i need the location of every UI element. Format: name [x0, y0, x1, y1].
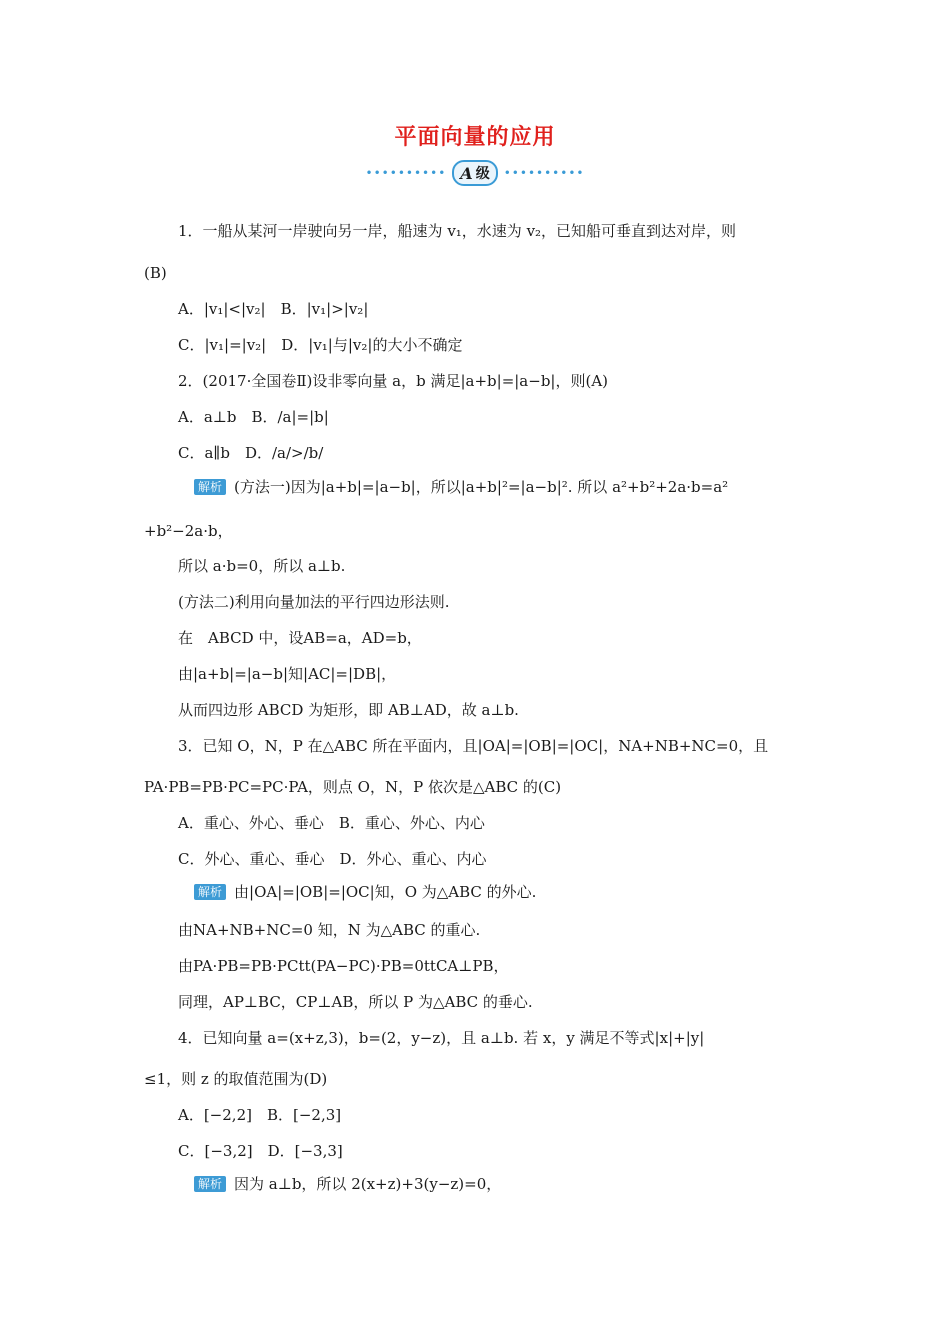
q3-stem: 3．已知 O，N，P 在△ABC 所在平面内，且|OA|=|OB|=|OC|，NA+NB+NC=0，且 [178, 737, 769, 755]
q3-analysis-text: 由|OA|=|OB|=|OC|知，O 为△ABC 的外心. [234, 883, 537, 901]
q4-stem: 4．已知向量 a=(x+z,3)，b=(2，y−z)，且 a⊥b. 若 x，y 满足不等式|x|+|y| [178, 1029, 705, 1047]
level-text: 级 [475, 166, 490, 182]
q3-stem-cont: PA·PB=PB·PC=PC·PA，则点 O，N，P 依次是△ABC 的(C) [144, 778, 562, 796]
q2-rectangle: 从而四边形 ABCD 为矩形，即 AB⊥AD，故 a⊥b. [178, 701, 519, 719]
q2-analysis-text: (方法一)因为|a+b|=|a−b|，所以|a+b|²=|a−b|². 所以 a²+b²+2a·b=a² [234, 478, 729, 496]
analysis-badge: 解析 [194, 1176, 226, 1192]
q2-diagonals: 由|a+b|=|a−b|知|AC|=|DB|， [178, 665, 397, 683]
q3-analysis-line [194, 882, 536, 902]
q2-stem: 2．(2017·全国卷Ⅱ)设非零向量 a，b 满足|a+b|=|a−b|，则(A) [178, 372, 609, 390]
q2-analysis-line [194, 477, 728, 497]
q4-stem-cont: ≤1，则 z 的取值范围为(D) [144, 1070, 328, 1088]
q2-parallelogram: 在 ABCD 中，设AB=a，AD=b， [178, 629, 422, 647]
q1-answer: (B) [144, 264, 167, 282]
q3-options-ab: A．重心、外心、垂心 B．重心、外心、内心 [178, 814, 485, 832]
q3-options-cd: C．外心、重心、垂心 D．外心、重心、内心 [178, 850, 487, 868]
q3-orthocenter: 同理，AP⊥BC，CP⊥AB，所以 P 为△ABC 的垂心. [178, 993, 533, 1011]
left-dotted-line: •••••••••• [365, 166, 447, 180]
q4-analysis-line [194, 1174, 501, 1194]
q3-centroid: 由NA+NB+NC=0 知，N 为△ABC 的重心. [178, 921, 481, 939]
q2-options-ab: A．a⊥b B．/a|=|b| [178, 408, 329, 426]
q4-analysis-text: 因为 a⊥b，所以 2(x+z)+3(y−z)=0， [234, 1175, 502, 1193]
q2-analysis-cont: +b²−2a·b， [144, 522, 233, 540]
page-title: 平面向量的应用 [394, 125, 556, 150]
q2-options-cd: C．a∥b D．/a/>/b/ [178, 444, 324, 462]
q2-method-two: (方法二)利用向量加法的平行四边形法则. [178, 593, 450, 611]
q1-stem: 1．一船从某河一岸驶向另一岸，船速为 v₁，水速为 v₂，已知船可垂直到达对岸，则 [178, 222, 737, 240]
q1-options-ab: A．|v₁|<|v₂| B．|v₁|>|v₂| [178, 300, 369, 318]
analysis-badge: 解析 [194, 884, 226, 900]
level-divider [0, 160, 950, 186]
analysis-badge: 解析 [194, 479, 226, 495]
q4-options-cd: C．[−3,2] D．[−3,3] [178, 1142, 343, 1160]
level-badge [452, 160, 497, 186]
q4-options-ab: A．[−2,2] B．[−2,3] [178, 1106, 342, 1124]
q3-dot-product: 由PA·PB=PB·PCtt(PA−PC)·PB=0ttCA⊥PB， [178, 957, 509, 975]
level-letter: A [460, 163, 473, 183]
q2-analysis-conclusion: 所以 a·b=0，所以 a⊥b. [178, 557, 346, 575]
right-dotted-line: •••••••••• [503, 166, 585, 180]
q1-options-cd: C．|v₁|=|v₂| D．|v₁|与|v₂|的大小不确定 [178, 336, 463, 354]
